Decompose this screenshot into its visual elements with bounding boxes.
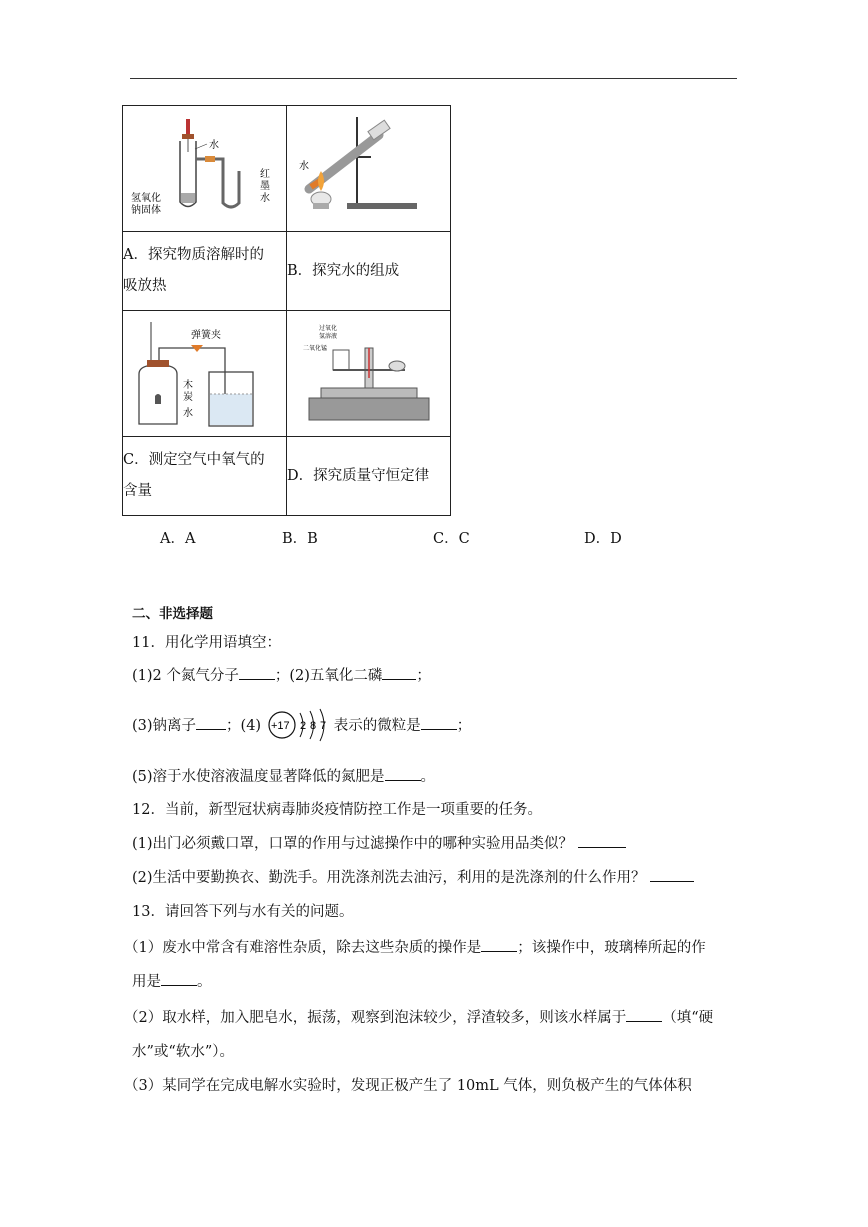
q13-stem: 13．请回答下列与水有关的问题。 xyxy=(132,904,354,920)
choice-d[interactable]: D．D xyxy=(584,531,622,547)
q12-p1-text: (1)出门必须戴口罩，口罩的作用与过滤操作中的哪种实验用品类似？ xyxy=(132,836,574,852)
blank[interactable] xyxy=(578,833,626,848)
q12-line2 xyxy=(132,866,694,887)
nucleus-charge: +17 xyxy=(270,720,290,732)
label-water-b: 水 xyxy=(298,160,309,172)
electron-shell-2: 8 xyxy=(309,720,316,732)
choice-a[interactable]: A．A xyxy=(160,531,196,547)
q13-p2-cont: （填“硬 xyxy=(662,1010,714,1026)
label-catalyst: 二氧化锰 xyxy=(302,345,327,352)
blank[interactable] xyxy=(650,867,694,882)
blank[interactable] xyxy=(196,715,226,730)
label-reagent-1: 过氧化 xyxy=(318,325,337,332)
blank[interactable] xyxy=(481,937,517,952)
q11-sep2: ； xyxy=(456,718,472,734)
q11-p5-text: (5)溶于水使溶液温度显著降低的氮肥是 xyxy=(132,769,385,785)
answer-choices xyxy=(0,527,868,547)
q13-line2 xyxy=(132,970,212,991)
q11-p3-text: (3)钠离子 xyxy=(132,718,197,734)
q11-p2-text: ；(2)五氧化二磷 xyxy=(274,668,383,684)
label-charcoal-1: 木 xyxy=(182,379,193,391)
q11-sep: ； xyxy=(416,668,431,684)
q11-stem: 11．用化学用语填空： xyxy=(132,635,281,651)
option-c-line1: C．测定空气中氧气的 xyxy=(123,452,265,468)
q11-line1 xyxy=(132,664,431,685)
q11-p4-text: ；(4) xyxy=(226,718,262,734)
label-ink-1: 红 xyxy=(259,168,270,180)
label-water-c: 水 xyxy=(182,407,193,419)
electron-shell-1: 2 xyxy=(299,720,306,732)
figure-c xyxy=(123,311,287,437)
figure-b xyxy=(287,106,451,232)
q13-line3 xyxy=(124,1006,713,1027)
option-a-text xyxy=(123,232,287,311)
label-clamp: 弹簧夹 xyxy=(190,329,221,341)
q13-p1-end: 。 xyxy=(197,974,212,990)
q13-p2-text: （2）取水样，加入肥皂水，振荡，观察到泡沫较少，浮渣较多，则该水样属于 xyxy=(124,1010,627,1026)
q11-p4-tail: 表示的微粒是 xyxy=(333,718,421,734)
label-solid-1: 氢氧化 xyxy=(130,192,161,204)
option-c-text xyxy=(123,437,287,516)
blank[interactable] xyxy=(239,665,275,680)
label-ink-3: 水 xyxy=(259,192,270,204)
header-rule xyxy=(130,78,737,79)
label-charcoal-2: 炭 xyxy=(182,391,193,403)
q12-stem: 12．当前，新型冠状病毒肺炎疫情防控工作是一项重要的任务。 xyxy=(132,802,542,818)
option-a-line2: 吸放热 xyxy=(123,278,167,294)
option-d-text: D．探究质量守恒定律 xyxy=(287,437,451,516)
figure-a xyxy=(123,106,287,232)
section-title: 二、非选择题 xyxy=(132,606,213,622)
q11-end: 。 xyxy=(420,769,436,785)
q13-p1-cont: ；该操作中，玻璃棒所起的作 xyxy=(517,940,706,956)
choice-c[interactable]: C．C xyxy=(433,531,470,547)
blank[interactable] xyxy=(382,665,416,680)
choice-b[interactable]: B．B xyxy=(282,531,318,547)
label-reagent-2: 氢溶液 xyxy=(318,333,337,340)
blank[interactable] xyxy=(385,766,421,781)
q13-p1-text: （1）废水中常含有难溶性杂质，除去这些杂质的操作是 xyxy=(124,940,482,956)
option-b-text: B．探究水的组成 xyxy=(287,232,451,311)
blank[interactable] xyxy=(161,971,197,986)
option-c-line2: 含量 xyxy=(123,483,152,499)
q11-line3 xyxy=(132,765,435,786)
blank[interactable] xyxy=(626,1007,662,1022)
q12-line1 xyxy=(132,832,626,853)
q11-p1-text: (1)2 个氮气分子 xyxy=(132,668,239,684)
q11-line2 xyxy=(132,714,471,735)
blank[interactable] xyxy=(421,715,457,730)
q13-line5: （3）某同学在完成电解水实验时，发现正极产生了 10mL 气体，则负极产生的气体体积 xyxy=(124,1078,692,1094)
options-table xyxy=(122,105,451,516)
label-solid-2: 钠固体 xyxy=(130,204,161,216)
q12-p2-text: (2)生活中要勤换衣、勤洗手。用洗涤剂洗去油污，利用的是洗涤剂的什么作用？ xyxy=(132,870,646,886)
q13-p1-cont2: 用是 xyxy=(132,974,161,990)
atom-structure-diagram xyxy=(266,707,334,743)
q13-line4: 水”或“软水”）。 xyxy=(132,1044,234,1060)
label-water: 水 xyxy=(208,139,219,151)
figure-d xyxy=(287,311,451,437)
option-a-line1: A．探究物质溶解时的 xyxy=(123,247,264,263)
electron-shell-3: 7 xyxy=(319,720,326,732)
q13-line1 xyxy=(124,936,706,957)
label-ink-2: 墨 xyxy=(259,180,270,192)
